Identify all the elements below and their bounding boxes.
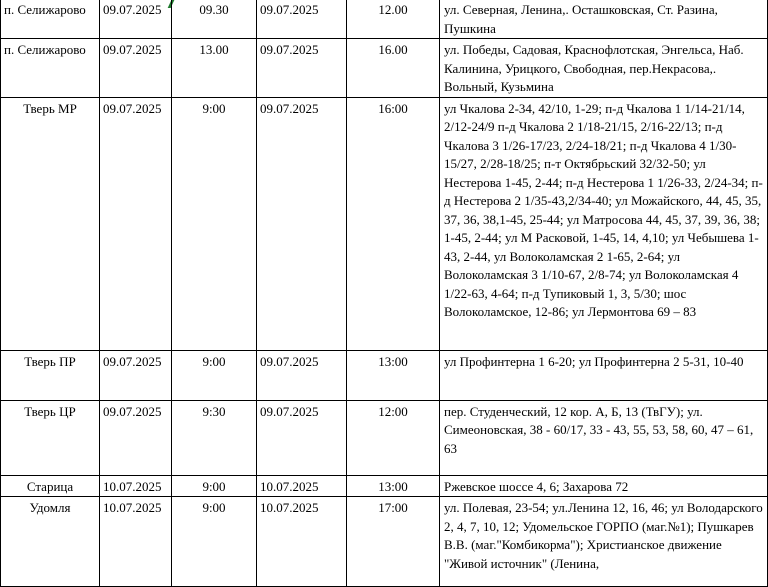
start-date-cell: 09.07.2025: [100, 350, 172, 400]
end-date-cell: 10.07.2025: [257, 475, 347, 497]
end-time-cell: 13:00: [347, 475, 440, 497]
district-cell: Старица: [1, 475, 100, 497]
end-date-cell: 09.07.2025: [257, 400, 347, 475]
district-cell: п. Селижарово: [1, 0, 100, 39]
table-row: [1, 475, 768, 497]
address-cell: пер. Студенческий, 12 кор. А, Б, 13 (ТвГУ); ул. Симеоновская, 38 - 60/17, 33 - 43, 55, 53, 58, 60, 47 – 61, 63: [440, 400, 768, 475]
start-time-cell: 9:00: [172, 475, 257, 497]
table-row: [1, 497, 768, 587]
start-time-cell: 13.00: [172, 39, 257, 98]
end-date-cell: 09.07.2025: [257, 0, 347, 39]
start-date-cell: 10.07.2025: [100, 475, 172, 497]
end-time-cell: 16:00: [347, 97, 440, 350]
start-time-cell: 9:00: [172, 97, 257, 350]
start-date-cell: 10.07.2025: [100, 497, 172, 587]
start-time-cell: 9:30: [172, 400, 257, 475]
district-cell: Тверь ЦР: [1, 400, 100, 475]
start-date-cell: 09.07.2025: [100, 39, 172, 98]
start-date-cell: 09.07.2025: [100, 400, 172, 475]
end-time-cell: 13:00: [347, 350, 440, 400]
end-time-cell: 16.00: [347, 39, 440, 98]
end-date-cell: 09.07.2025: [257, 350, 347, 400]
end-time-cell: 17:00: [347, 497, 440, 587]
start-time-cell: 9:00: [172, 497, 257, 587]
address-cell: ул Профинтерна 1 6-20; ул Профинтерна 2 5-31, 10-40: [440, 350, 768, 400]
district-cell: Удомля: [1, 497, 100, 587]
address-cell: ул. Полевая, 23-54; ул.Ленина 12, 16, 46; ул Володарского 2, 4, 7, 10, 12; Удомельское ГОРПО (маг.№1); Пушкарев В.В. (маг."Комбикорма"); Христианское движение "Живой источник" (Ленина,: [440, 497, 768, 587]
end-time-cell: 12.00: [347, 0, 440, 39]
district-cell: Тверь ПР: [1, 350, 100, 400]
table-row: [1, 0, 768, 39]
district-cell: п. Селижарово: [1, 39, 100, 98]
start-time-cell: 09.30: [172, 0, 257, 39]
end-date-cell: 10.07.2025: [257, 497, 347, 587]
table-row: [1, 350, 768, 400]
district-cell: Тверь МР: [1, 97, 100, 350]
end-time-cell: 12:00: [347, 400, 440, 475]
address-cell: ул. Победы, Садовая, Краснофлотская, Энгельса, Наб. Калинина, Урицкого, Свободная, пер.Некрасова,. Вольный, Кузьмина: [440, 39, 768, 98]
table-row: [1, 97, 768, 350]
start-date-cell: 09.07.2025: [100, 97, 172, 350]
address-cell: Ржевское шоссе 4, 6; Захарова 72: [440, 475, 768, 497]
table-row: [1, 400, 768, 475]
end-date-cell: 09.07.2025: [257, 97, 347, 350]
start-date-cell: 09.07.2025: [100, 0, 172, 39]
table-row: [1, 39, 768, 98]
start-time-cell: 9:00: [172, 350, 257, 400]
end-date-cell: 09.07.2025: [257, 39, 347, 98]
address-cell: ул Чкалова 2-34, 42/10, 1-29; п-д Чкалова 1 1/14-21/14, 2/12-24/9 п-д Чкалова 2 1/18-21/15, 2/16-22/13; п-д Чкалова 3 1/26-17/23, 2/24-18/21; п-д Чкалова 4 1/30-15/27, 2/28-18/25; п-т Октябрьский 32/32-50; ул Нестерова 1-45, 2-44; п-д Нестерова 1 1/26-33, 2/24-34; п-д Нестерова 2 1/35-43,2/34-40; ул Можайского, 44, 45, 35, 37, 36, 38,1-45, 25-44; ул Матросова 44, 45, 37, 39, 36, 38; 1-45, 2-44; ул М Расковой, 1-45, 14, 4,10; ул Чебышева 1-43, 2-44, ул Волоколамская 2 1-65, 2-64; ул Волоколамская 3 1/10-67, 2/8-74; ул Волоколамская 4 1/22-63, 4-64; п-д Тупиковый 1, 3, 5/30; шос Волоколамское, 12-86; ул Лермонтова 69 – 83: [440, 97, 768, 350]
address-cell: ул. Северная, Ленина,. Осташковская, Ст. Разина, Пушкина: [440, 0, 768, 39]
